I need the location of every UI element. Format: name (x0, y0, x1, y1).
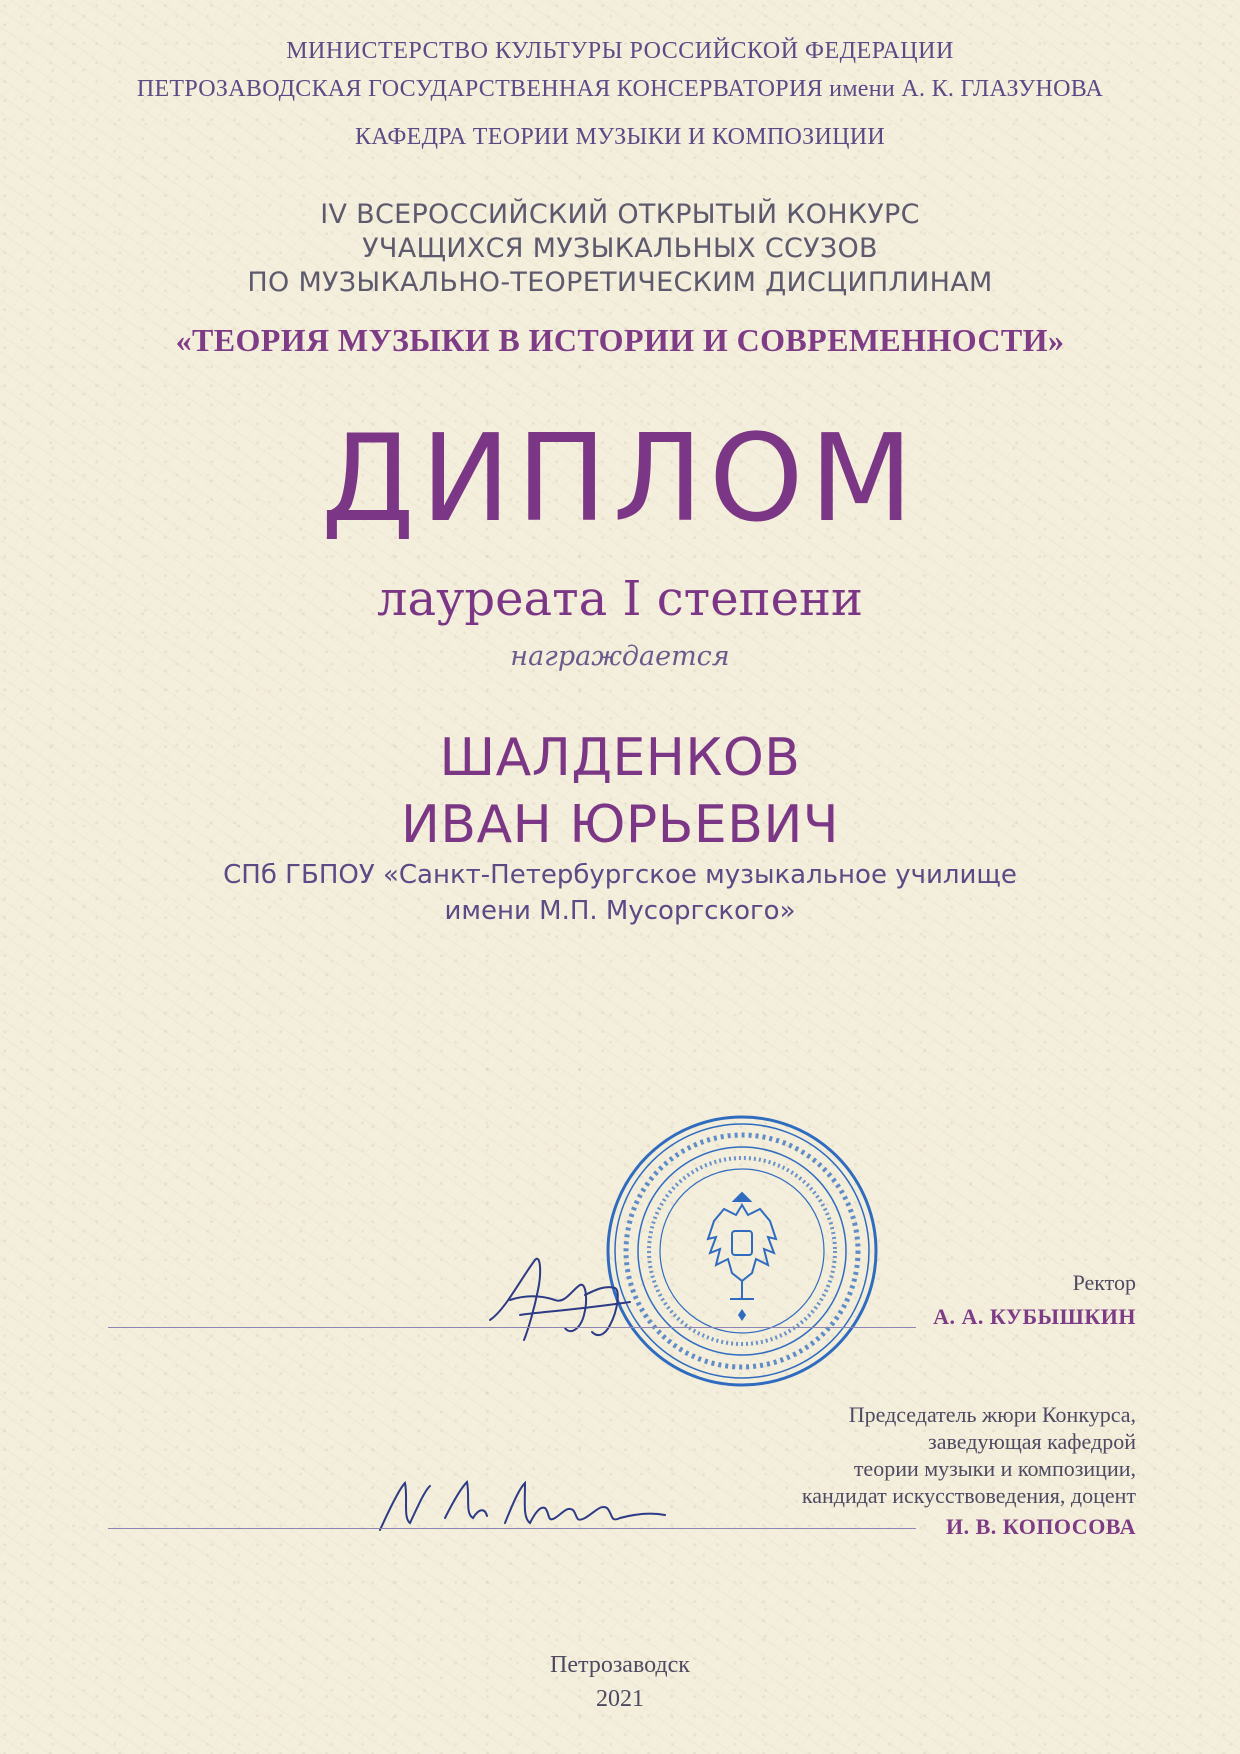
recipient-school-line-2: имени М.П. Мусоргского» (444, 896, 796, 926)
contest-line-1: IV ВСЕРОССИЙСКИЙ ОТКРЫТЫЙ КОНКУРС (320, 199, 920, 230)
jury-chair-name: И. В. КОПОСОВА (946, 1514, 1136, 1539)
department-line: КАФЕДРА ТЕОРИИ МУЗЫКИ И КОМПОЗИЦИИ (354, 124, 886, 150)
awarded-label: награждается (510, 641, 730, 672)
recipient-school-line-1: СПб ГБПОУ «Санкт-Петербургское музыкальное училище (223, 860, 1017, 890)
rector-signature (480, 1240, 660, 1350)
contest-line-2: УЧАЩИХСЯ МУЗЫКАЛЬНЫХ ССУЗОВ (362, 233, 878, 264)
rector-signature-line (108, 1327, 916, 1328)
coat-of-arms-icon (708, 1193, 776, 1299)
jury-chair-title-line: теории музыки и композиции, (853, 1456, 1136, 1481)
contest-title: «ТЕОРИЯ МУЗЫКИ В ИСТОРИИ И СОВРЕМЕННОСТИ» (175, 322, 1065, 358)
footer-city: Петрозаводск (550, 1652, 690, 1678)
laureate-degree: лауреата I степени (377, 571, 863, 627)
ministry-line: МИНИСТЕРСТВО КУЛЬТУРЫ РОССИЙСКОЙ ФЕДЕРАЦИИ (286, 38, 954, 64)
diploma-heading: ДИПЛОМ (321, 410, 919, 549)
jury-chair-title-line: Председатель жюри Конкурса, (848, 1402, 1136, 1427)
jury-chair-title (802, 1401, 1136, 1509)
contest-line-3: ПО МУЗЫКАЛЬНО-ТЕОРЕТИЧЕСКИМ ДИСЦИПЛИНАМ (247, 267, 993, 298)
rector-name: А. А. КУБЫШКИН (933, 1304, 1136, 1329)
jury-chair-signature (375, 1468, 675, 1543)
recipient-surname: ШАЛДЕНКОВ (439, 728, 801, 788)
recipient-given-names: ИВАН ЮРЬЕВИЧ (400, 795, 840, 855)
jury-chair-signature-line (108, 1528, 916, 1529)
jury-chair-title-line: кандидат искусствоведения, доцент (801, 1483, 1136, 1508)
jury-chair-title-line: заведующая кафедрой (928, 1429, 1136, 1454)
rector-title: Ректор (1072, 1270, 1136, 1295)
footer-year: 2021 (596, 1686, 644, 1712)
conservatory-line: ПЕТРОЗАВОДСКАЯ ГОСУДАРСТВЕННАЯ КОНСЕРВАТОРИЯ имени А. К. ГЛАЗУНОВА (136, 76, 1104, 102)
